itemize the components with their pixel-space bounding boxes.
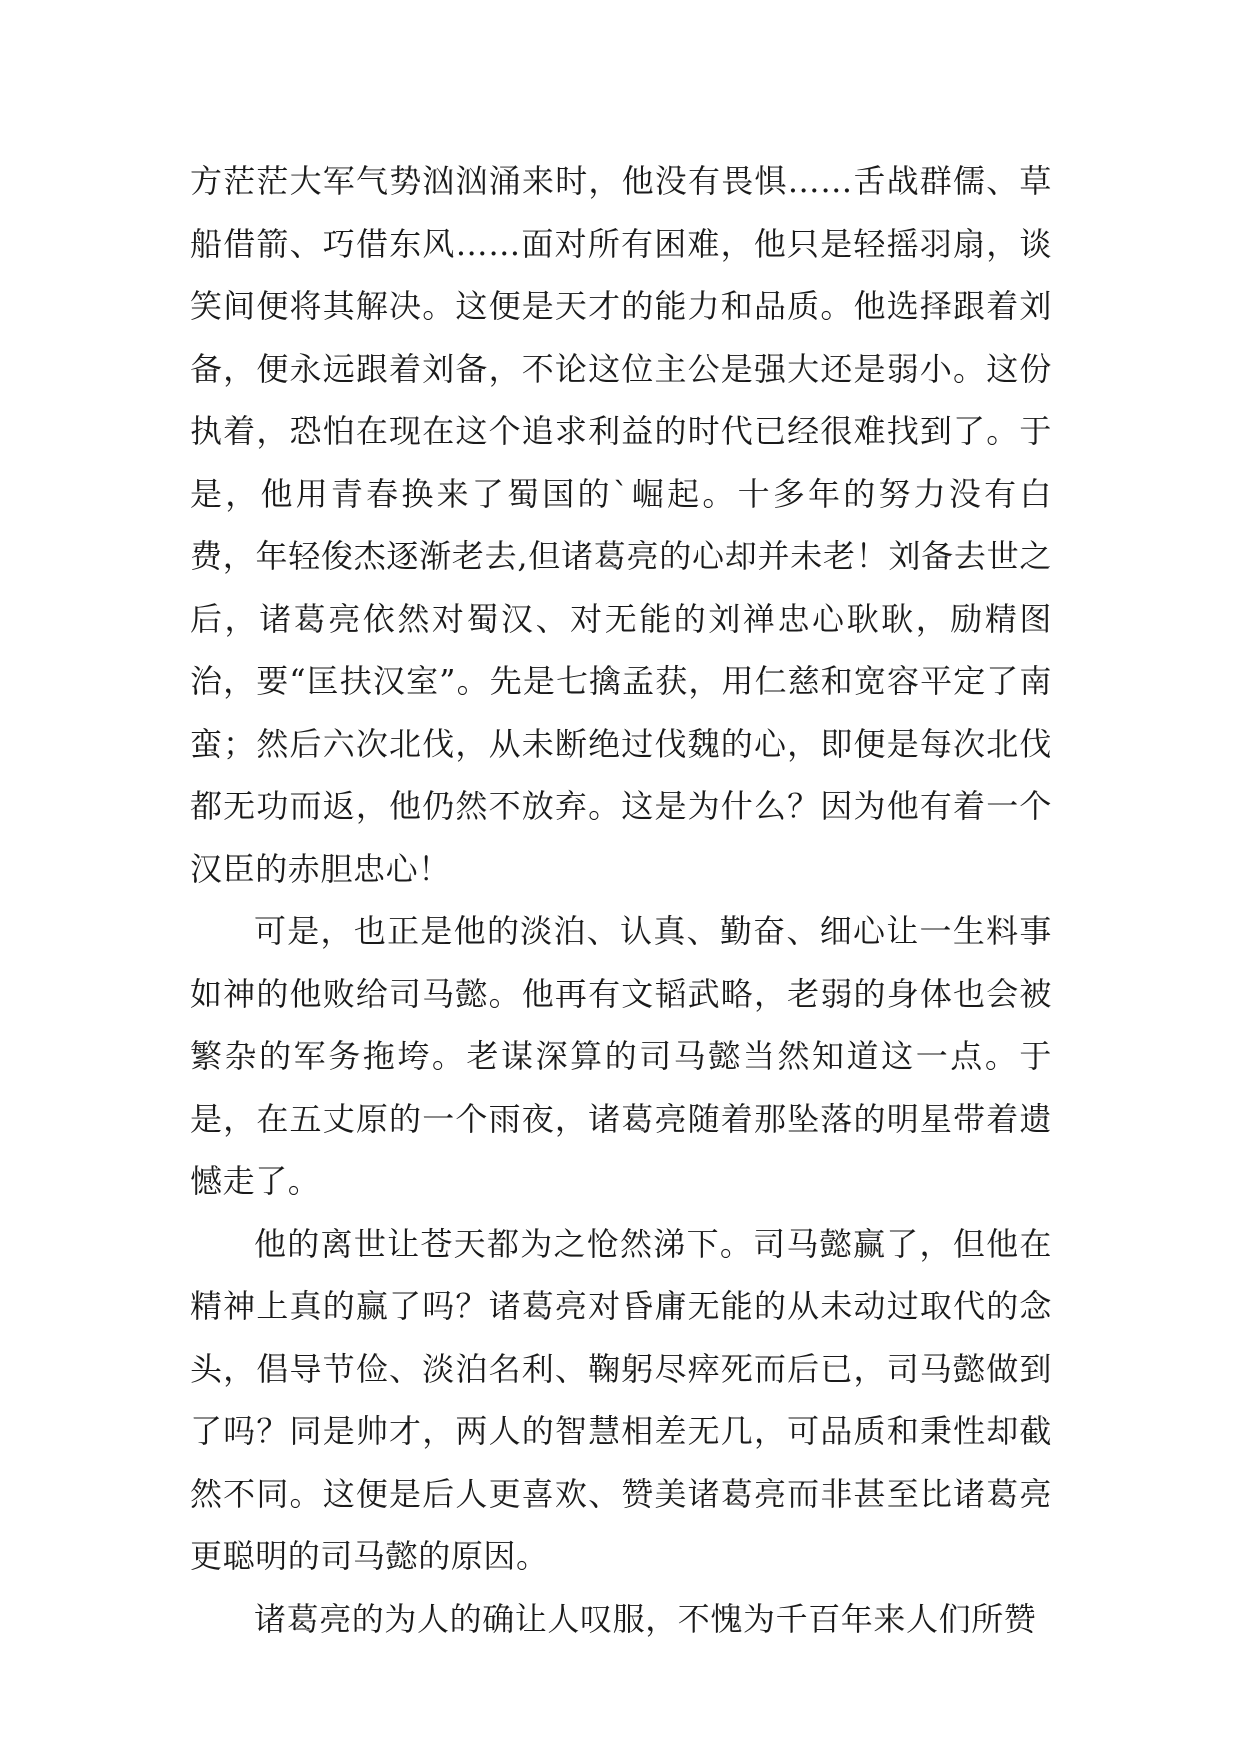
paragraph-3: 他的离世让苍天都为之怆然涕下。司马懿赢了，但他在精神上真的赢了吗？诸葛亮对昏庸无能的从未动过取代的念头，倡导节俭、淡泊名利、鞠躬尽瘁死而后已，司马懿做到了吗？同是帅才，两人的智慧相差无几，可品质和秉性却截然不同。这便是后人更喜欢、赞美诸葛亮而非甚至比诸葛亮更聪明的司马懿的原因。 (190, 1224, 1052, 1575)
paragraph-1: 方茫茫大军气势汹汹涌来时，他没有畏惧……舌战群儒、草船借箭、巧借东风……面对所有困难，他只是轻摇羽扇，谈笑间便将其解决。这便是天才的能力和品质。他选择跟着刘备，便永远跟着刘备，不论这位主公是强大还是弱小。这份执着，恐怕在现在这个追求利益的时代已经很难找到了。于是，他用青春换来了蜀国的`崛起。十多年的努力没有白费，年轻俊杰逐渐老去,但诸葛亮的心却并未老！刘备去世之后，诸葛亮依然对蜀汉、对无能的刘禅忠心耿耿，励精图治，要“匡扶汉室”。先是七擒孟获，用仁慈和宽容平定了南蛮；然后六次北伐，从未断绝过伐魏的心，即便是每次北伐都无功而返，他仍然不放弃。这是为什么？因为他有着一个汉臣的赤胆忠心！ (190, 162, 1052, 888)
paragraph-2: 可是，也正是他的淡泊、认真、勤奋、细心让一生料事如神的他败给司马懿。他再有文韬武略，老弱的身体也会被繁杂的军务拖垮。老谋深算的司马懿当然知道这一点。于是，在五丈原的一个雨夜，诸葛亮随着那坠落的明星带着遗憾走了。 (190, 912, 1052, 1200)
paragraph-4: 诸葛亮的为人的确让人叹服，不愧为千百年来人们所赞 (254, 1599, 1037, 1638)
document-page (190, 150, 1052, 1650)
